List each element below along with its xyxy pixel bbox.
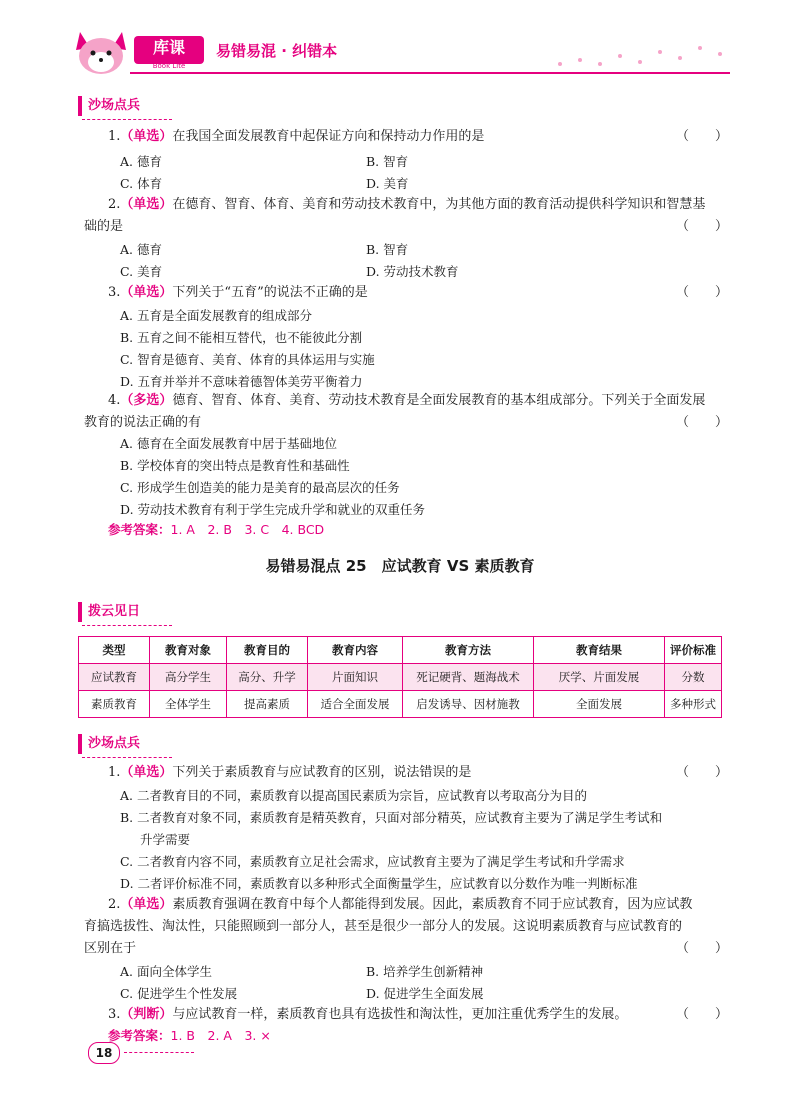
answer-bracket: （ ）	[675, 129, 728, 144]
column-header: 类型	[79, 637, 150, 664]
question-2-cont: 区别在于 （ ）	[84, 938, 728, 960]
table-cell: 全面发展	[534, 691, 665, 718]
table-row	[79, 691, 722, 718]
header-divider	[130, 72, 730, 74]
answer-bracket: （ ）	[675, 941, 728, 956]
table-cell: 提高素质	[227, 691, 308, 718]
option: C. 促进学生个性发展	[120, 986, 238, 1001]
column-header: 教育内容	[308, 637, 403, 664]
column-header: 教育结果	[534, 637, 665, 664]
page-header	[70, 22, 730, 80]
question-2: 2.（单选）素质教育强调在教育中每个人都能得到发展。因此，素质教育不同于应试教育，因为应试教	[108, 897, 693, 912]
column-header: 教育目的	[227, 637, 308, 664]
answer-bracket: （ ）	[675, 1007, 728, 1022]
table-cell: 适合全面发展	[308, 691, 403, 718]
option: C. 形成学生创造美的能力是美育的最高层次的任务	[120, 480, 400, 495]
question-4-cont: 教育的说法正确的有 （ ）	[84, 412, 728, 434]
option: A. 德育在全面发展教育中居于基础地位	[120, 436, 337, 451]
option: D. 美育	[366, 176, 409, 191]
section-label-practice-2: 沙场点兵	[78, 734, 146, 754]
table-cell: 高分、升学	[227, 664, 308, 691]
option: B. 学校体育的突出特点是教育性和基础性	[120, 458, 350, 473]
section-title: 易错易混点 25 应试教育 VS 素质教育	[265, 557, 535, 575]
question-2: 2.（单选）在德育、智育、体育、美育和劳动技术教育中，为其他方面的教育活动提供科学知识和智慧基	[108, 197, 706, 212]
option: C. 二者教育内容不同，素质教育立足社会需求，应试教育主要为了满足学生考试和升学需求	[120, 854, 625, 869]
answer-bracket: （ ）	[675, 285, 728, 300]
table-cell: 应试教育	[79, 664, 150, 691]
question-2-cont: 育搞选拔性、淘汰性，只能照顾到一部分人，甚至是很少一部分人的发展。这说明素质教育与应试教育的	[84, 919, 683, 934]
question-4: 4.（多选）德育、智育、体育、美育、劳动技术教育是全面发展教育的基本组成部分。下列关于全面发展	[108, 393, 706, 408]
option: C. 体育	[120, 176, 163, 191]
question-2-cont: 础的是 （ ）	[84, 216, 728, 238]
decorative-dots-icon	[540, 34, 730, 70]
reference-answer: 参考答案：1. B 2. A 3. ×	[108, 1028, 271, 1043]
option: A. 五育是全面发展教育的组成部分	[120, 308, 312, 323]
table-cell: 分数	[665, 664, 722, 691]
option: A. 面向全体学生	[120, 964, 212, 979]
logo-subtitle: Book Lite	[152, 62, 186, 70]
option: A. 德育	[120, 242, 162, 257]
option: B. 二者教育对象不同，素质教育是精英教育，只面对部分精英，应试教育主要为了满足学生考试和	[120, 810, 663, 825]
option: B. 五育之间不能相互替代，也不能彼此分割	[120, 330, 363, 345]
table-cell: 厌学、片面发展	[534, 664, 665, 691]
option-cont: 升学需要	[140, 832, 191, 847]
option: D. 劳动技术教育	[366, 264, 459, 279]
logo: 库课	[134, 36, 204, 64]
column-header: 教育方法	[403, 637, 534, 664]
option: D. 促进学生全面发展	[366, 986, 484, 1001]
option: D. 五育并举并不意味着德智体美劳平衡着力	[120, 374, 363, 389]
option: B. 培养学生创新精神	[366, 964, 484, 979]
option: C. 美育	[120, 264, 163, 279]
option: B. 智育	[366, 242, 409, 257]
table-cell: 多种形式	[665, 691, 722, 718]
answer-bracket: （ ）	[675, 219, 728, 234]
comparison-table	[78, 636, 722, 718]
option: A. 二者教育目的不同，素质教育以提高国民素质为宗旨，应试教育以考取高分为目的	[120, 788, 587, 803]
option: D. 劳动技术教育有利于学生完成升学和就业的双重任务	[120, 502, 426, 517]
option: A. 德育	[120, 154, 162, 169]
column-header: 教育对象	[150, 637, 227, 664]
table-header-row	[79, 637, 722, 664]
table-cell: 全体学生	[150, 691, 227, 718]
option: D. 二者评价标准不同，素质教育以多种形式全面衡量学生，应试教育以分数作为唯一判断标准	[120, 876, 638, 891]
option: B. 智育	[366, 154, 409, 169]
table-cell: 启发诱导、因材施教	[403, 691, 534, 718]
reference-answer: 参考答案：1. A 2. B 3. C 4. BCD	[108, 522, 325, 537]
page-number: 18	[88, 1042, 120, 1064]
section-label-clarify: 拨云见日	[78, 602, 146, 622]
option: C. 智育是德育、美育、体育的具体运用与实施	[120, 352, 375, 367]
fox-mascot-icon	[70, 26, 132, 78]
table-cell: 素质教育	[79, 691, 150, 718]
question-3: 3.（单选）下列关于“五育”的说法不正确的是 （ ）	[108, 282, 728, 304]
table-cell: 死记硬背、题海战术	[403, 664, 534, 691]
table-row	[79, 664, 722, 691]
question-3: 3.（判断）与应试教育一样，素质教育也具有选拔性和淘汰性，更加注重优秀学生的发展。 （ ）	[108, 1004, 728, 1026]
footer-divider	[124, 1052, 194, 1053]
column-header: 评价标准	[665, 637, 722, 664]
answer-bracket: （ ）	[675, 765, 728, 780]
table-cell: 高分学生	[150, 664, 227, 691]
question-1: 1.（单选）下列关于素质教育与应试教育的区别，说法错误的是 （ ）	[108, 762, 728, 784]
question-1: 1.（单选）在我国全面发展教育中起保证方向和保持动力作用的是 （ ）	[108, 126, 728, 148]
section-label-practice: 沙场点兵	[78, 96, 146, 116]
table-cell: 片面知识	[308, 664, 403, 691]
answer-bracket: （ ）	[675, 415, 728, 430]
header-title: 易错易混 · 纠错本	[216, 42, 338, 60]
